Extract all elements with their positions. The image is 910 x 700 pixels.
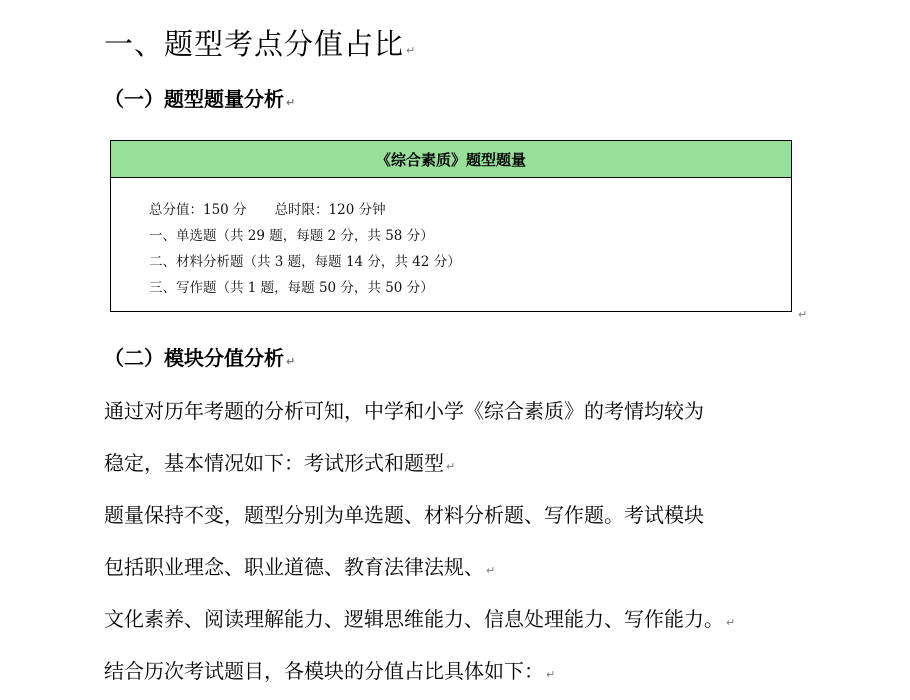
paragraph-mark-icon: ↵ <box>446 460 456 473</box>
paragraph-mark-icon: ↵ <box>726 616 736 629</box>
table-header <box>111 141 791 178</box>
paragraph-mark-icon: ↵ <box>798 308 808 321</box>
section-1-title: （一）题型题量分析 <box>104 87 284 111</box>
table-header-text: 《综合素质》题型题量 <box>375 150 526 169</box>
total-score: 总分值：150 分 <box>149 202 247 218</box>
table-summary-row <box>149 197 791 223</box>
heading-1-text: 一、题型考点分值占比 <box>104 27 405 61</box>
paragraph-line <box>104 604 735 638</box>
paragraph-line <box>104 552 495 586</box>
section-1-heading <box>104 84 295 118</box>
paragraph-mark-icon: ↵ <box>286 355 296 368</box>
table-item-material-analysis: 二、材料分析题（共 3 题，每题 14 分，共 42 分） <box>149 254 461 270</box>
paragraph-line <box>104 396 704 426</box>
paragraph-text: 稳定，基本情况如下：考试形式和题型 <box>104 451 444 475</box>
table-item-writing: 三、写作题（共 1 题，每题 50 分，共 50 分） <box>149 280 434 296</box>
paragraph-text: 通过对历年考题的分析可知，中学和小学《综合素质》的考情均较为 <box>104 399 704 423</box>
paragraph-mark-icon: ↵ <box>546 668 556 681</box>
paragraph-mark-icon: ↵ <box>486 564 496 577</box>
paragraph-line <box>104 656 555 690</box>
paragraph-text: 包括职业理念、职业道德、教育法律法规、 <box>104 555 484 579</box>
table-item-single-choice: 一、单选题（共 29 题，每题 2 分，共 58 分） <box>149 228 434 244</box>
paragraph-text: 结合历次考试题目，各模块的分值占比具体如下： <box>104 659 544 683</box>
section-2-title: （二）模块分值分析 <box>104 346 284 370</box>
paragraph-mark-icon: ↵ <box>286 96 296 109</box>
section-2-heading <box>104 343 295 377</box>
heading-1 <box>104 22 416 73</box>
paragraph-line <box>104 500 704 530</box>
question-type-table <box>110 140 792 312</box>
paragraph-line <box>104 448 455 482</box>
paragraph-mark-icon: ↵ <box>406 44 417 57</box>
table-body <box>111 178 791 301</box>
paragraph-text: 文化素养、阅读理解能力、逻辑思维能力、信息处理能力、写作能力。 <box>104 607 724 631</box>
paragraph-text: 题量保持不变，题型分别为单选题、材料分析题、写作题。考试模块 <box>104 503 704 527</box>
total-time: 总时限：120 分钟 <box>274 202 386 218</box>
